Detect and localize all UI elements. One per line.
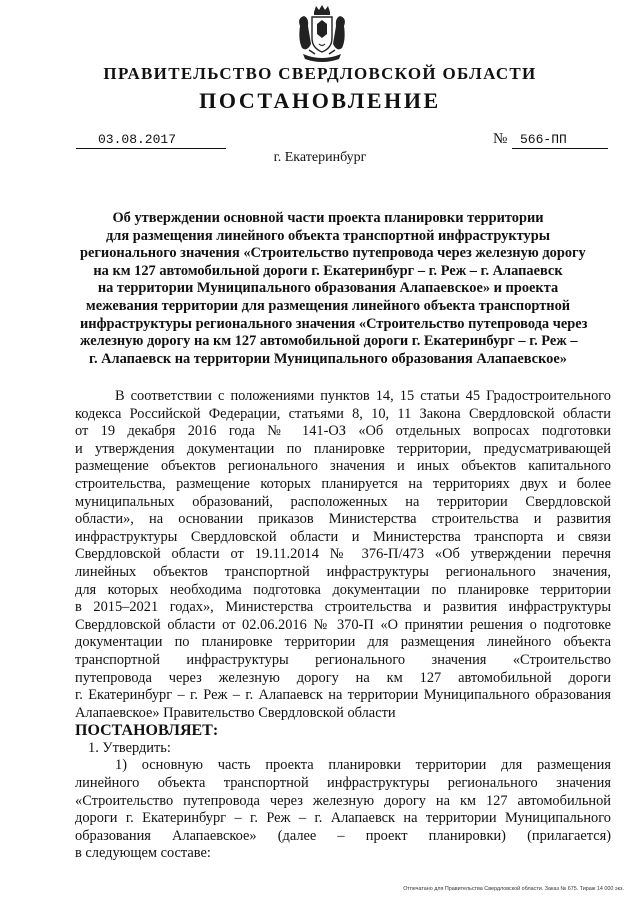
item-1-1-line: образования Алапаевское» (далее – проект планировки) (прилагается) <box>75 827 611 844</box>
body-line: транспортной инфраструктуры регионального значения «Строительство <box>75 651 611 668</box>
item-1-1-line: «Строительство путепровода через железную дорогу на км 127 автомобильной <box>75 792 611 809</box>
body-line: и утверждения документации по планировке территории, предусматривающей <box>75 440 611 457</box>
body-line: для которых необходима подготовка документации по планировке территории <box>75 581 611 598</box>
body-line: Алапаевское» Правительство Свердловской области <box>75 704 396 721</box>
title-line: межевания территории для размещения линейного объекта транспортной <box>85 297 571 314</box>
body-line: от 19 декабря 2016 года № 141-ОЗ «Об отдельных вопросах подготовки <box>75 423 611 440</box>
body-line: путепровода через железную дорогу на км 127 автомобильной дороги <box>75 669 611 686</box>
resolve-heading: ПОСТАНОВЛЯЕТ: <box>75 722 219 740</box>
body-line: Свердловской области от 02.06.2016 № 370-П «О принятии решения о подготовке <box>75 616 611 633</box>
city: г. Екатеринбург <box>273 150 367 165</box>
body-line: Свердловской области от 19.11.2014 № 376-П/473 «Об утверждении перечня <box>75 546 611 563</box>
title-line: на км 127 автомобильной дороги г. Екатеринбург – г. Реж – г. Алапаевск <box>93 262 563 279</box>
coat-of-arms-icon <box>295 4 349 64</box>
title-line: инфраструктуры регионального значения «Строительство путепровода через <box>80 315 588 332</box>
body-line: области», на основании приказов Министерства строительства и развития <box>75 511 611 528</box>
item-1-1-line: дороги г. Екатеринбург – г. Реж – г. Алапаевск на территории Муниципального <box>75 810 611 827</box>
document-type: ПОСТАНОВЛЕНИЕ <box>199 88 441 113</box>
organization-name: ПРАВИТЕЛЬСТВО СВЕРДЛОВСКОЙ ОБЛАСТИ <box>103 64 537 83</box>
body-line: инфраструктуры Свердловской области и Министерства транспорта и связи <box>75 528 611 545</box>
body-line: муниципальных образований, расположенных на территории Свердловской <box>75 493 611 510</box>
document-body <box>75 388 611 863</box>
document-date: 03.08.2017 <box>76 132 226 149</box>
title-line: на территории Муниципального образования Алапаевское» и проекта <box>97 280 559 297</box>
title-line: г. Алапаевск на территории Муниципального образования Алапаевское» <box>89 350 567 367</box>
document-title <box>80 210 588 368</box>
item-1: 1. Утвердить: <box>88 739 171 756</box>
title-line: для размещения линейного объекта транспортной инфраструктуры <box>106 227 550 244</box>
title-line: Об утверждении основной части проекта планировки территории <box>112 210 544 226</box>
item-1-1-line: в следующем составе: <box>75 845 211 862</box>
title-line: регионального значения «Строительство путепровода через железную дорогу <box>80 245 586 262</box>
body-line: документации по планировке территории для размещения линейного объекта <box>75 634 611 651</box>
body-line: г. Екатеринбург – г. Реж – г. Алапаевск на территории Муниципального образования <box>75 687 611 704</box>
number-sign: № <box>493 131 508 147</box>
body-line: в 2015–2021 годах», Министерства строительства и развития инфраструктуры <box>75 599 611 616</box>
body-line: кодекса Российской Федерации, статьями 8, 10, 11 Закона Свердловской области <box>75 405 611 422</box>
item-1-1-line: линейного объекта транспортной инфраструктуры регионального значения <box>75 775 611 792</box>
body-line: размещение объектов регионального значения и иных объектов капитального <box>75 458 611 475</box>
item-1-1-line: 1) основную часть проекта планировки территории для размещения <box>115 757 611 774</box>
print-footer: Отпечатано для Правительства Свердловской области. Заказ № 675. Тираж 14 000 экз. <box>403 886 624 892</box>
body-line: строительства, размещение которых планируется на территориях двух и более <box>75 475 611 492</box>
body-line: В соответствии с положениями пунктов 14, 15 статьи 45 Градостроительного <box>115 388 611 404</box>
body-line: линейных объектов транспортной инфраструктуры регионального значения, <box>75 563 611 580</box>
title-line: железную дорогу на км 127 автомобильной дороги г. Екатеринбург – г. Реж – <box>80 333 578 350</box>
document-number: 566-ПП <box>512 132 608 149</box>
